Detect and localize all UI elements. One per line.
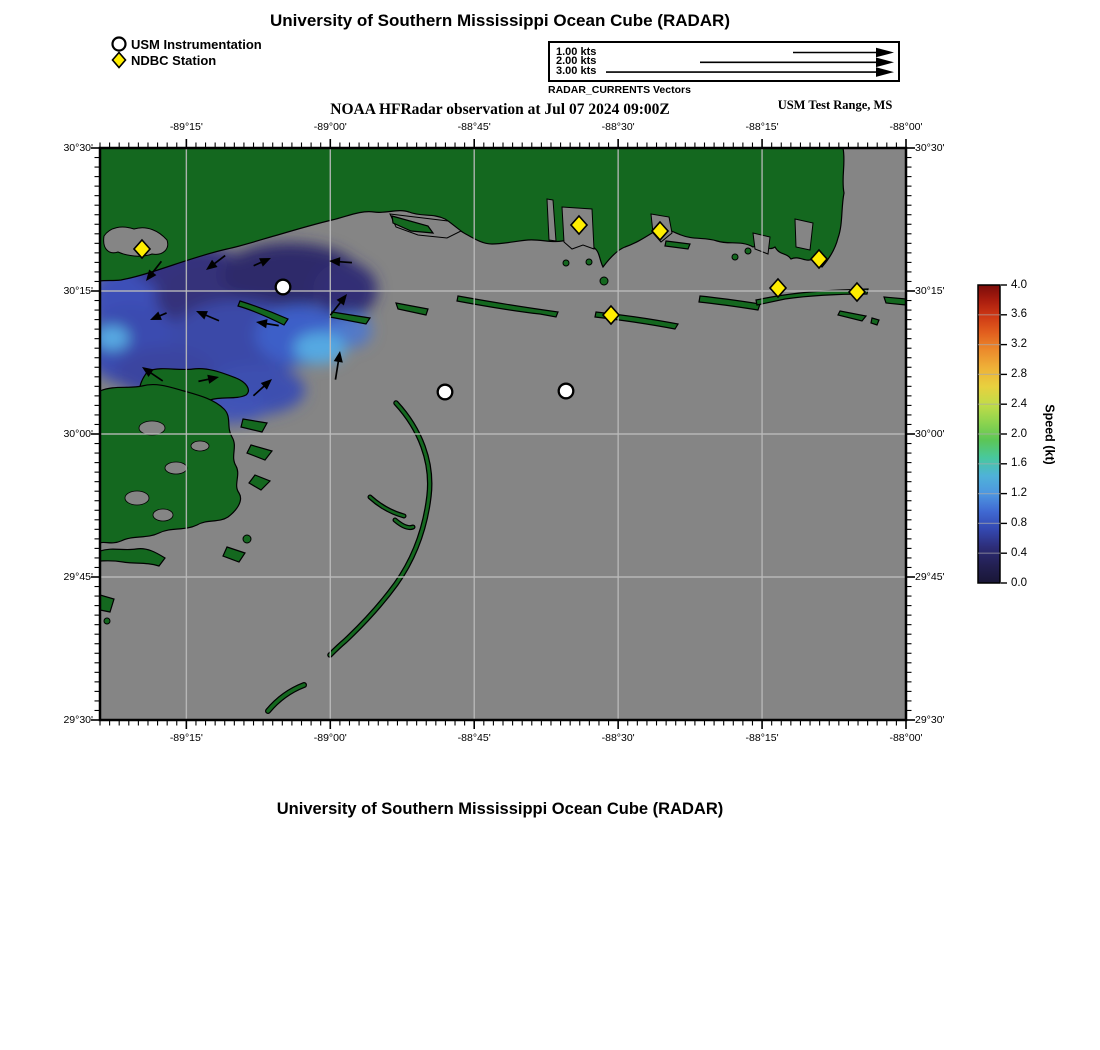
lon-tick-label-top: -89°00'	[313, 121, 347, 133]
lat-tick-label-right: 29°45'	[915, 571, 945, 583]
colorbar-tick-label: 3.6	[1011, 308, 1027, 321]
lon-tick-label-top: -88°30'	[601, 121, 635, 133]
lon-tick-label-top: -88°45'	[457, 121, 491, 133]
marsh-lake	[153, 509, 173, 521]
lat-tick-label-left: 30°30'	[63, 142, 93, 154]
colorbar-tick-label: 2.8	[1011, 367, 1027, 380]
map-content	[85, 148, 906, 720]
colorbar-tick-label: 1.2	[1011, 487, 1027, 500]
colorbar-tick-label: 4.0	[1011, 278, 1027, 291]
lat-tick-label-right: 29°30'	[915, 714, 945, 726]
colorbar-title: Speed (kt)	[1042, 404, 1057, 465]
islet	[586, 259, 592, 265]
lat-tick-label-right: 30°00'	[915, 428, 945, 440]
lon-tick-label-bottom: -89°15'	[169, 732, 203, 744]
usm-station-marker	[438, 385, 453, 400]
lon-tick-label-bottom: -88°45'	[457, 732, 491, 744]
islet	[600, 277, 608, 285]
islet	[745, 248, 751, 254]
lon-tick-label-bottom: -88°15'	[745, 732, 779, 744]
colorbar-tick-label: 0.8	[1011, 516, 1027, 529]
vector-scale-caption: RADAR_CURRENTS Vectors	[548, 84, 691, 96]
barrier-island	[871, 318, 879, 325]
usm-station-marker	[559, 384, 574, 399]
bay	[795, 219, 813, 250]
marsh-lake	[191, 441, 209, 451]
lat-tick-label-left: 29°45'	[63, 571, 93, 583]
lon-tick-label-top: -88°00'	[889, 121, 923, 133]
lon-tick-label-bottom: -88°00'	[889, 732, 923, 744]
lat-tick-label-right: 30°15'	[915, 285, 945, 297]
lat-tick-label-left: 29°30'	[63, 714, 93, 726]
marsh-islet	[243, 535, 251, 543]
colorbar-tick-label: 0.4	[1011, 546, 1027, 559]
legend-ndbc-label: NDBC Station	[131, 52, 217, 68]
marsh-lake	[139, 421, 165, 435]
footer-title: University of Southern Mississippi Ocean Cube (RADAR)	[276, 800, 724, 818]
islet	[563, 260, 569, 266]
colorbar-tick-label: 2.0	[1011, 427, 1027, 440]
page-title: University of Southern Mississippi Ocean Cube (RADAR)	[269, 11, 730, 30]
colorbar-tick-label: 0.0	[1011, 576, 1027, 589]
lon-tick-label-bottom: -89°00'	[313, 732, 347, 744]
lon-tick-label-bottom: -88°30'	[601, 732, 635, 744]
colorbar-tick-label: 2.4	[1011, 397, 1027, 410]
scale-entry-label: 1.00 kts	[556, 45, 597, 58]
lat-tick-label-right: 30°30'	[915, 142, 945, 154]
lat-tick-label-left: 30°00'	[63, 428, 93, 440]
colorbar-tick-label: 1.6	[1011, 457, 1027, 470]
lon-tick-label-top: -88°15'	[745, 121, 779, 133]
range-label: USM Test Range, MS	[777, 98, 893, 112]
scale-entry-label: 2.00 kts	[556, 55, 597, 68]
usm-station-marker	[276, 280, 291, 295]
scale-entry-label: 3.00 kts	[556, 65, 597, 78]
marsh-islet	[104, 618, 110, 624]
legend-usm-label: USM Instrumentation	[131, 36, 262, 52]
marsh-lake	[165, 462, 187, 474]
islet	[732, 254, 738, 260]
colorbar-tick-label: 3.2	[1011, 338, 1027, 351]
observation-subtitle: NOAA HFRadar observation at Jul 07 2024 09:00Z	[330, 101, 670, 118]
lat-tick-label-left: 30°15'	[63, 285, 93, 297]
marsh-lake	[125, 491, 149, 505]
lon-tick-label-top: -89°15'	[169, 121, 203, 133]
